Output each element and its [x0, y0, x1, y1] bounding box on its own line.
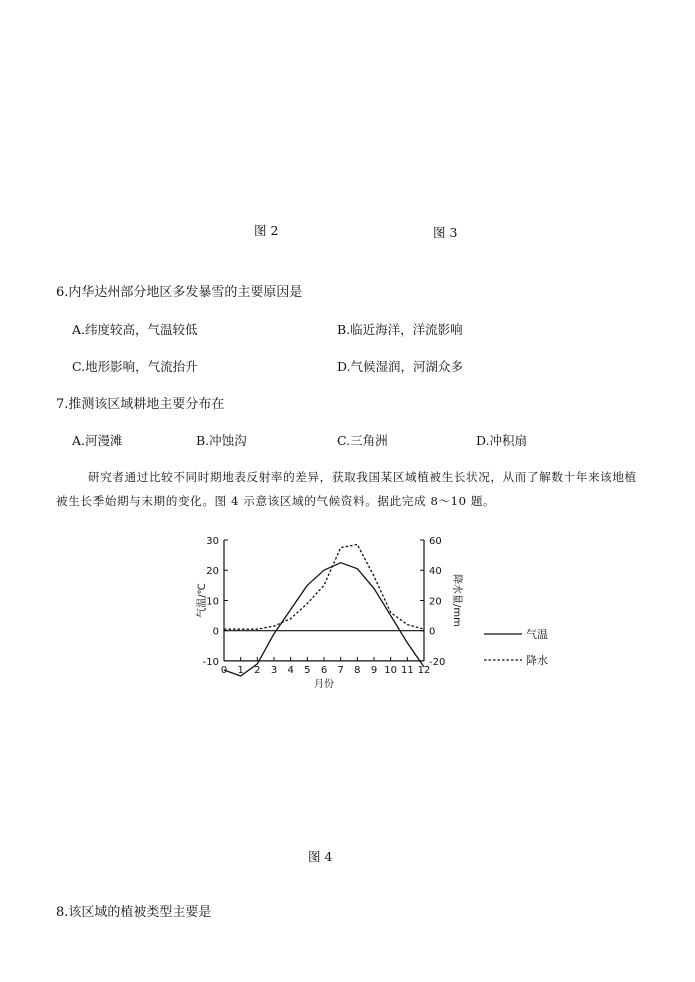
- x-tick-label: 6: [320, 664, 328, 676]
- y-left-tick-label: 20: [206, 566, 219, 578]
- y-left-tick-label: 0: [212, 626, 219, 638]
- q7-option-b: B.冲蚀沟: [196, 433, 247, 448]
- x-tick-label: 2: [254, 664, 261, 676]
- legend-precipitation-label: 降水: [526, 654, 548, 667]
- y-left-axis-title: 气温/℃: [197, 583, 208, 618]
- figure-2-caption: 图 2: [254, 223, 279, 238]
- legend-temperature-label: 气温: [526, 628, 548, 641]
- precipitation-line: [224, 545, 424, 630]
- q7-option-a: A.河漫滩: [72, 433, 123, 448]
- x-tick-label: 4: [287, 664, 294, 676]
- x-tick-label: 8: [354, 664, 361, 676]
- x-tick-label: 11: [400, 664, 414, 676]
- figure-4-caption: 图 4: [308, 849, 333, 864]
- x-tick-label: 12: [417, 664, 431, 676]
- x-tick-label: 1: [237, 664, 244, 676]
- y-right-tick-label: 40: [429, 566, 442, 578]
- figure-3-caption: 图 3: [433, 225, 458, 240]
- climate-chart: [195, 530, 495, 712]
- y-left-tick-label: 10: [206, 596, 219, 608]
- question-7-stem: 7.推测该区域耕地主要分布在: [56, 397, 225, 412]
- y-right-tick-label: 0: [429, 626, 436, 638]
- y-right-axis-title: 降水量/mm: [451, 574, 462, 627]
- y-left-tick-label: 30: [206, 536, 219, 547]
- y-right-tick-label: -20: [429, 656, 446, 668]
- q7-option-d: D.冲积扇: [476, 433, 528, 448]
- x-axis-title: 月份: [314, 678, 334, 690]
- passage-text: 研究者通过比较不同时期地表反射率的差异，获取我国某区域植被生长状况，从而了解数十年来该地植被生长季始期与末期的变化。图 4 示意该区域的气候资料。据此完成 8～10 题。: [56, 470, 637, 508]
- x-tick-label: 3: [270, 664, 278, 676]
- x-tick-label: 5: [304, 664, 311, 676]
- q7-option-c: C.三角洲: [337, 433, 388, 448]
- question-8-stem: 8.该区域的植被类型主要是: [56, 905, 212, 920]
- y-right-tick-label: 20: [429, 596, 442, 608]
- q6-option-d: D.气候湿润，河湖众多: [337, 359, 464, 374]
- y-right-tick-label: 60: [429, 536, 442, 547]
- q6-option-c: C.地形影响，气流抬升: [72, 359, 198, 374]
- x-tick-label: 9: [370, 664, 378, 676]
- x-tick-label: 0: [220, 664, 228, 676]
- q6-option-a: A.纬度较高，气温较低: [72, 322, 198, 337]
- x-tick-label: 7: [337, 664, 344, 676]
- y-left-tick-label: -10: [202, 656, 219, 668]
- x-tick-label: 10: [384, 664, 398, 676]
- q6-option-b: B.临近海洋，洋流影响: [337, 322, 463, 337]
- chart-legend: [480, 624, 560, 668]
- question-6-stem: 6.内华达州部分地区多发暴雪的主要原因是: [56, 285, 303, 300]
